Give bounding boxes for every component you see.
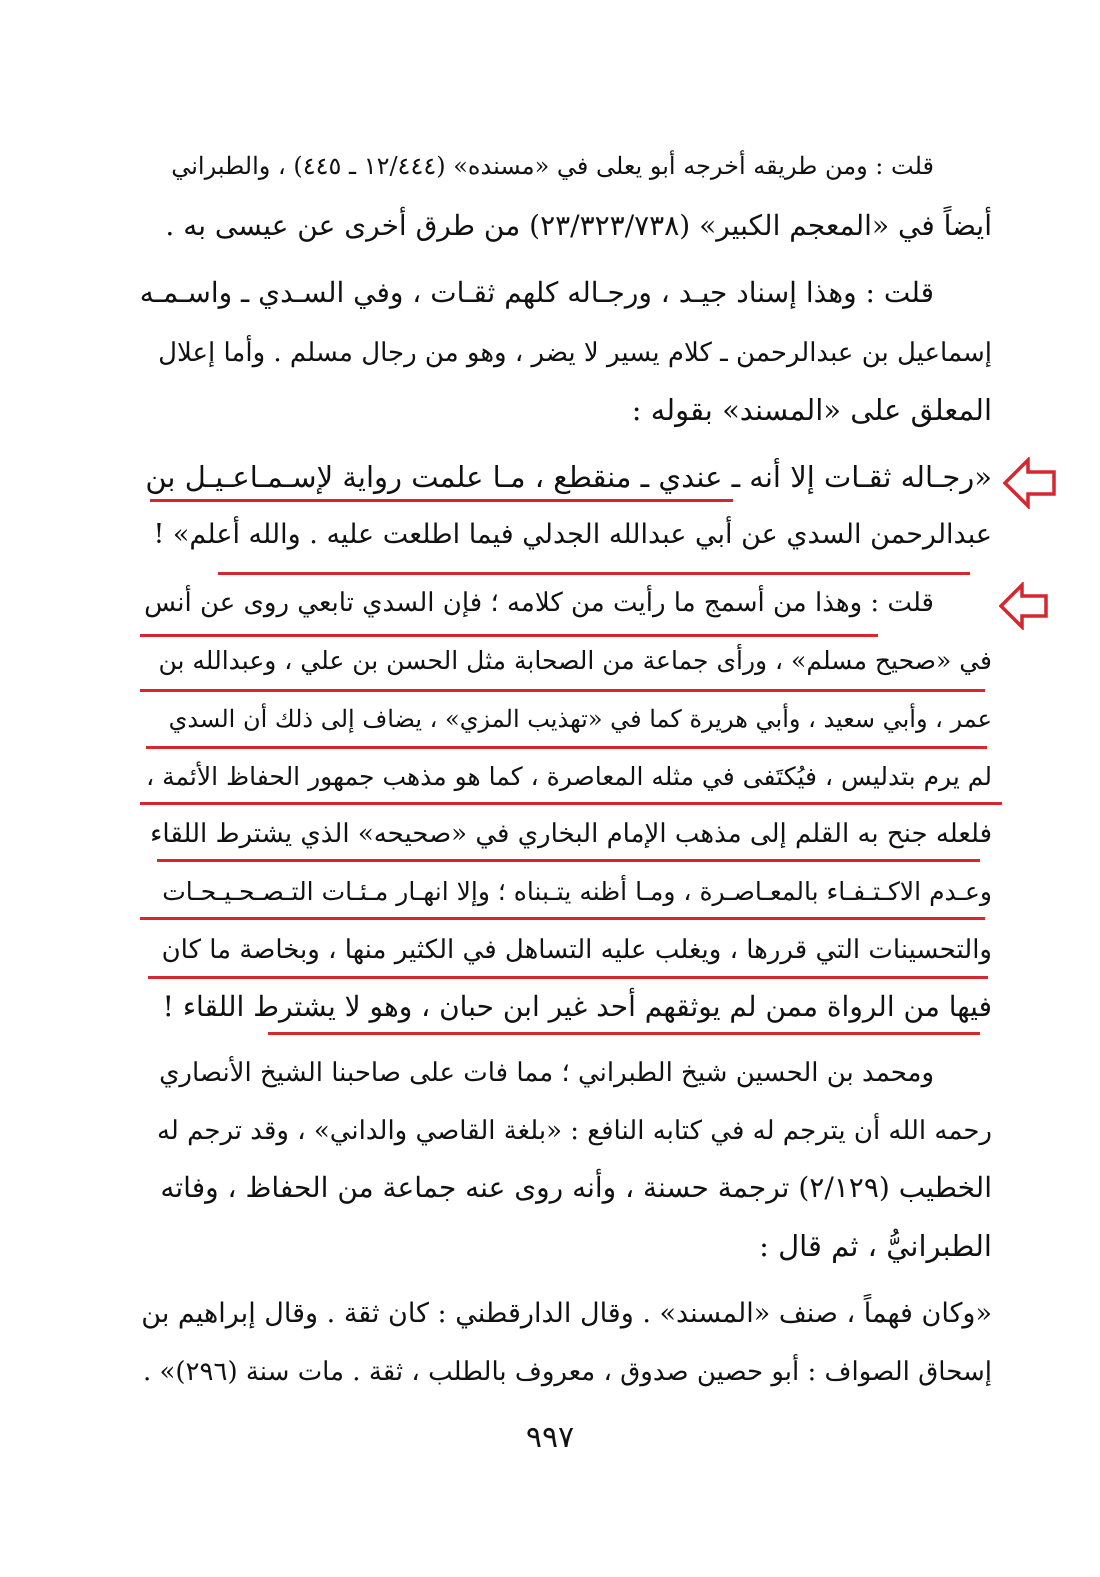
text-line: قلت : ومن طريقه أخرجه أبو يعلى في «مسنده» (١٢/٤٤٤ ـ ٤٤٥) ، والطبراني [171, 152, 934, 180]
text-line: الطبرانيُّ ، ثم قال : [759, 1229, 992, 1263]
arrow-left-outline-icon [999, 582, 1049, 630]
text-line: فلعله جنح به القلم إلى مذهب الإمام البخاري في «صحيحه» الذي يشترط اللقاء [150, 819, 992, 849]
arrow-left-outline-icon [1003, 457, 1057, 509]
text-line: «وكان فهماً ، صنف «المسند» . وقال الدارقطني : كان ثقة . وقال إبراهيم بن [141, 1298, 992, 1329]
text-line: «رجـاله ثقـات إلا أنه ـ عندي ـ منقطع ، مـا علمت رواية لإسـمـاعـيـل بن [145, 460, 992, 494]
text-line: عمر ، وأبي سعيد ، وأبي هريرة كما في «تهذيب المزي» ، يضاف إلى ذلك أن السدي [168, 705, 992, 733]
annotation-underline [268, 1032, 980, 1035]
text-line: عبدالرحمن السدي عن أبي عبدالله الجدلي فيما اطلعت عليه . والله أعلم» ! [153, 519, 992, 550]
text-line: والتحسينات التي قررها ، ويغلب عليه التساهل في الكثير منها ، وبخاصة ما كان [161, 935, 992, 965]
annotation-underline [140, 917, 985, 920]
text-line: لم يرم بتدليس ، فيُكتَفى في مثله المعاصرة ، كما هو مذهب جمهور الحفاظ الأئمة ، [146, 762, 992, 791]
text-line: فيها من الرواة ممن لم يوثقهم أحد غير ابن حبان ، وهو لا يشترط اللقاء ! [162, 990, 992, 1023]
annotation-underline [140, 634, 878, 637]
page-number: ٩٩٧ [525, 1420, 575, 1455]
annotation-underline [157, 859, 980, 862]
text-line: قلت : وهذا من أسمج ما رأيت من كلامه ؛ فإن السدي تابعي روى عن أنس [144, 588, 934, 618]
annotation-underline [218, 572, 970, 575]
text-line: إسحاق الصواف : أبو حصين صدوق ، معروف بالطلب ، ثقة . مات سنة (٢٩٦)» . [142, 1357, 992, 1387]
annotation-underline [148, 976, 988, 979]
annotation-underline [140, 689, 985, 692]
text-line: الخطيب (٢/١٢٩) ترجمة حسنة ، وأنه روى عنه جماعة من الحفاظ ، وفاته [160, 1171, 992, 1204]
annotation-underline [146, 746, 987, 749]
text-line: ومحمد بن الحسين شيخ الطبراني ؛ مما فات على صاحبنا الشيخ الأنصاري [159, 1058, 934, 1088]
text-line: قلت : وهذا إسناد جيـد ، ورجـاله كلهم ثقـات ، وفي السـدي ـ واسـمـه [140, 276, 934, 309]
text-line: في «صحيح مسلم» ، ورأى جماعة من الصحابة مثل الحسن بن علي ، وعبدالله بن [158, 646, 992, 675]
annotation-underline [150, 499, 733, 502]
text-line: إسماعيل بن عبدالرحمن ـ كلام يسير لا يضر ، وهو من رجال مسلم . وأما إعلال [158, 338, 992, 368]
annotation-underline [140, 802, 1002, 805]
text-line: رحمه الله أن يترجم له في كتابه النافع : «بلغة القاصي والداني» ، وقد ترجم له [156, 1116, 992, 1146]
text-line: أيضاً في «المعجم الكبير» (٢٣/٣٢٣/٧٣٨) من طرق أخرى عن عيسى به . [165, 209, 992, 242]
text-line: وعـدم الاكـتـفـاء بالمعـاصـرة ، ومـا أظنه يتـبناه ؛ وإلا انهـار مـئـات التـصـحـيـحـات [162, 877, 992, 906]
text-line: المعلق على «المسند» بقوله : [631, 393, 992, 427]
